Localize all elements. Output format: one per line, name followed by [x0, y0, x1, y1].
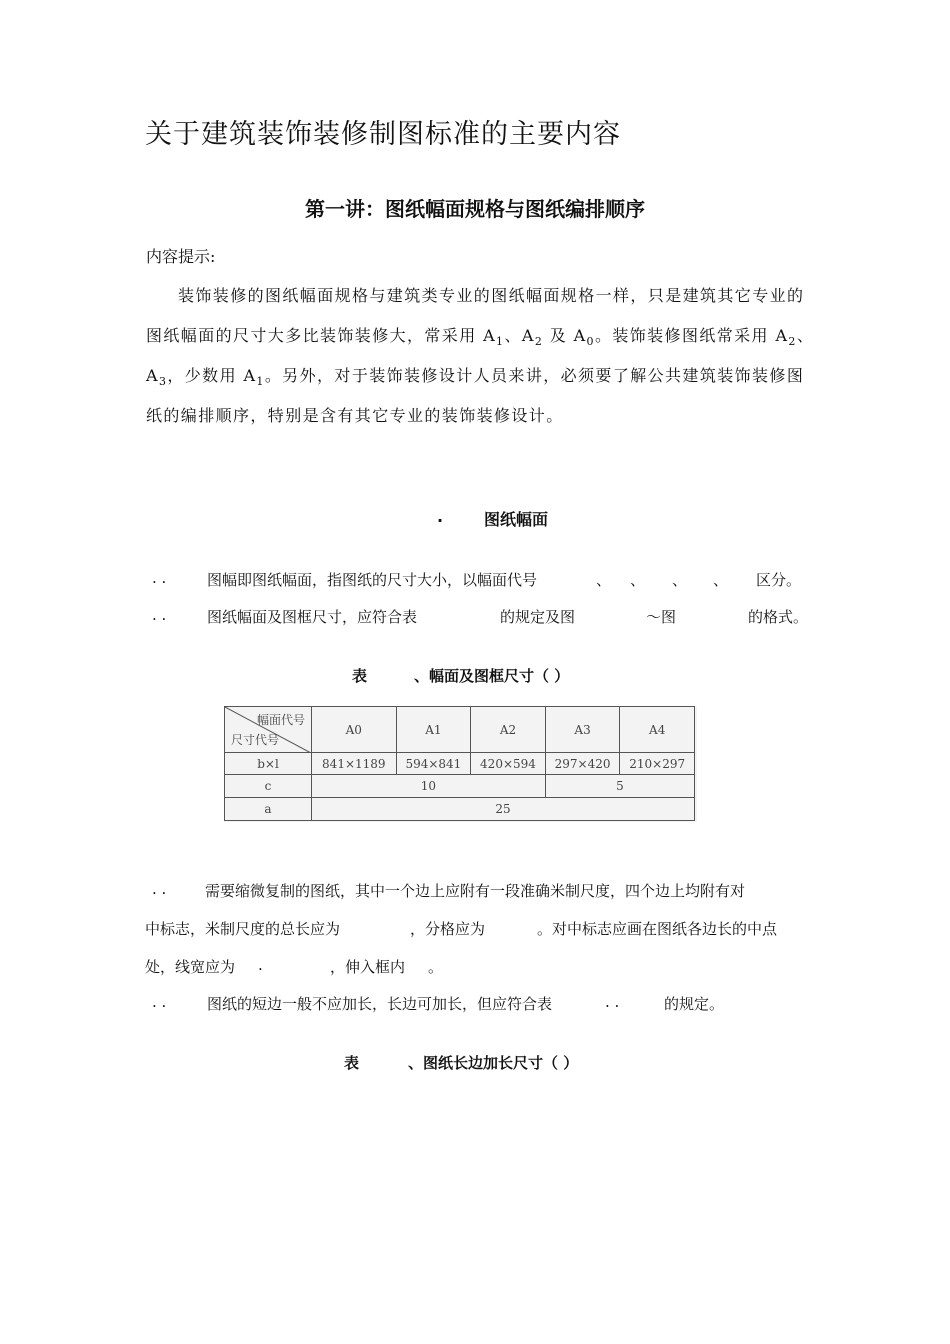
table-cell: 10	[312, 775, 546, 798]
table-caption: 、幅面及图框尺寸（ ）	[414, 667, 570, 685]
table-cell: 5	[545, 775, 694, 798]
column-header: A3	[545, 707, 620, 753]
table-cell: 210×297	[620, 753, 695, 775]
size-table-image	[224, 706, 697, 822]
hint-label: 内容提示:	[146, 247, 216, 266]
clause-text: 、	[596, 571, 612, 589]
table-caption-label: 表	[344, 1054, 360, 1072]
header-dimension-code: 尺寸代号	[231, 733, 280, 747]
clause-text: 、	[713, 571, 729, 589]
clause-number: . .	[152, 993, 167, 1011]
table-diagonal-header	[225, 707, 312, 753]
clause-text: .	[258, 956, 263, 974]
clause-text: 图纸幅面及图框尺寸，应符合表	[207, 608, 418, 626]
table-cell: 25	[312, 798, 695, 821]
document-title: 关于建筑装饰装修制图标准的主要内容	[145, 119, 621, 150]
table-cell: 841×1189	[312, 753, 397, 775]
column-header: A4	[620, 707, 695, 753]
clause-text: 、	[630, 571, 646, 589]
clause-text: 需要缩微复制的图纸，其中一个边上应附有一段准确米制尺度，四个边上均附有对	[205, 882, 746, 900]
row-label: c	[225, 775, 312, 798]
table-cell: 594×841	[396, 753, 471, 775]
clause-text: ，伸入框内	[330, 958, 406, 976]
clause-text: 。对中标志应画在图纸各边长的中点	[537, 920, 778, 938]
intro-paragraph: 装饰装修的图纸幅面规格与建筑类专业的图纸幅面规格一样，只是建筑其它专业的图纸幅面的尺寸大多比装饰装修大，常采用 $A_1$、$A_2$ 及 $A_0$。装饰装修图纸常采用 $A_2$、$A_3$，少数用 $A_1$。另外，对于装饰装修设计人员来讲，必须要了解公共建筑装饰装修图纸的编排顺序，特别是含有其它专业的装饰装修设计。	[146, 286, 815, 425]
row-label: a	[225, 798, 312, 821]
section-title: 图纸幅面	[484, 510, 549, 529]
clause-text: 。	[428, 958, 444, 976]
table-caption: 、图纸长边加长尺寸（ ）	[408, 1054, 579, 1072]
row-label: b×l	[225, 753, 312, 775]
table-cell: 297×420	[545, 753, 620, 775]
column-header: A2	[471, 707, 546, 753]
table-cell: 420×594	[471, 753, 546, 775]
clause-text: 中标志，米制尺度的总长应为	[145, 920, 341, 938]
column-header: A1	[396, 707, 471, 753]
clause-text: ～图	[646, 608, 677, 626]
clause-text: 的规定。	[664, 995, 725, 1013]
clause-text: 图幅即图纸幅面，指图纸的尺寸大小，以幅面代号	[207, 571, 538, 589]
clause-text: ，分格应为	[410, 920, 486, 938]
clause-number: . .	[152, 880, 167, 898]
header-size-code: 幅面代号	[256, 713, 305, 727]
clause-text: 、	[672, 571, 688, 589]
clause-text: 图纸的短边一般不应加长，长边可加长，但应符合表	[207, 995, 553, 1013]
clause-number: . .	[152, 606, 167, 624]
clause-number: . .	[152, 569, 167, 587]
clause-text: 区分。	[756, 571, 802, 589]
table-caption-label: 表	[352, 667, 368, 685]
clause-text: 的规定及图	[500, 608, 576, 626]
clause-text: 的格式。	[748, 608, 809, 626]
size-table	[224, 706, 695, 821]
section-number: .	[437, 507, 444, 526]
clause-text: . .	[605, 993, 620, 1011]
column-header: A0	[312, 707, 397, 753]
clause-text: 处，线宽应为	[145, 958, 236, 976]
lecture-title: 第一讲：图纸幅面规格与图纸编排顺序	[305, 197, 645, 221]
